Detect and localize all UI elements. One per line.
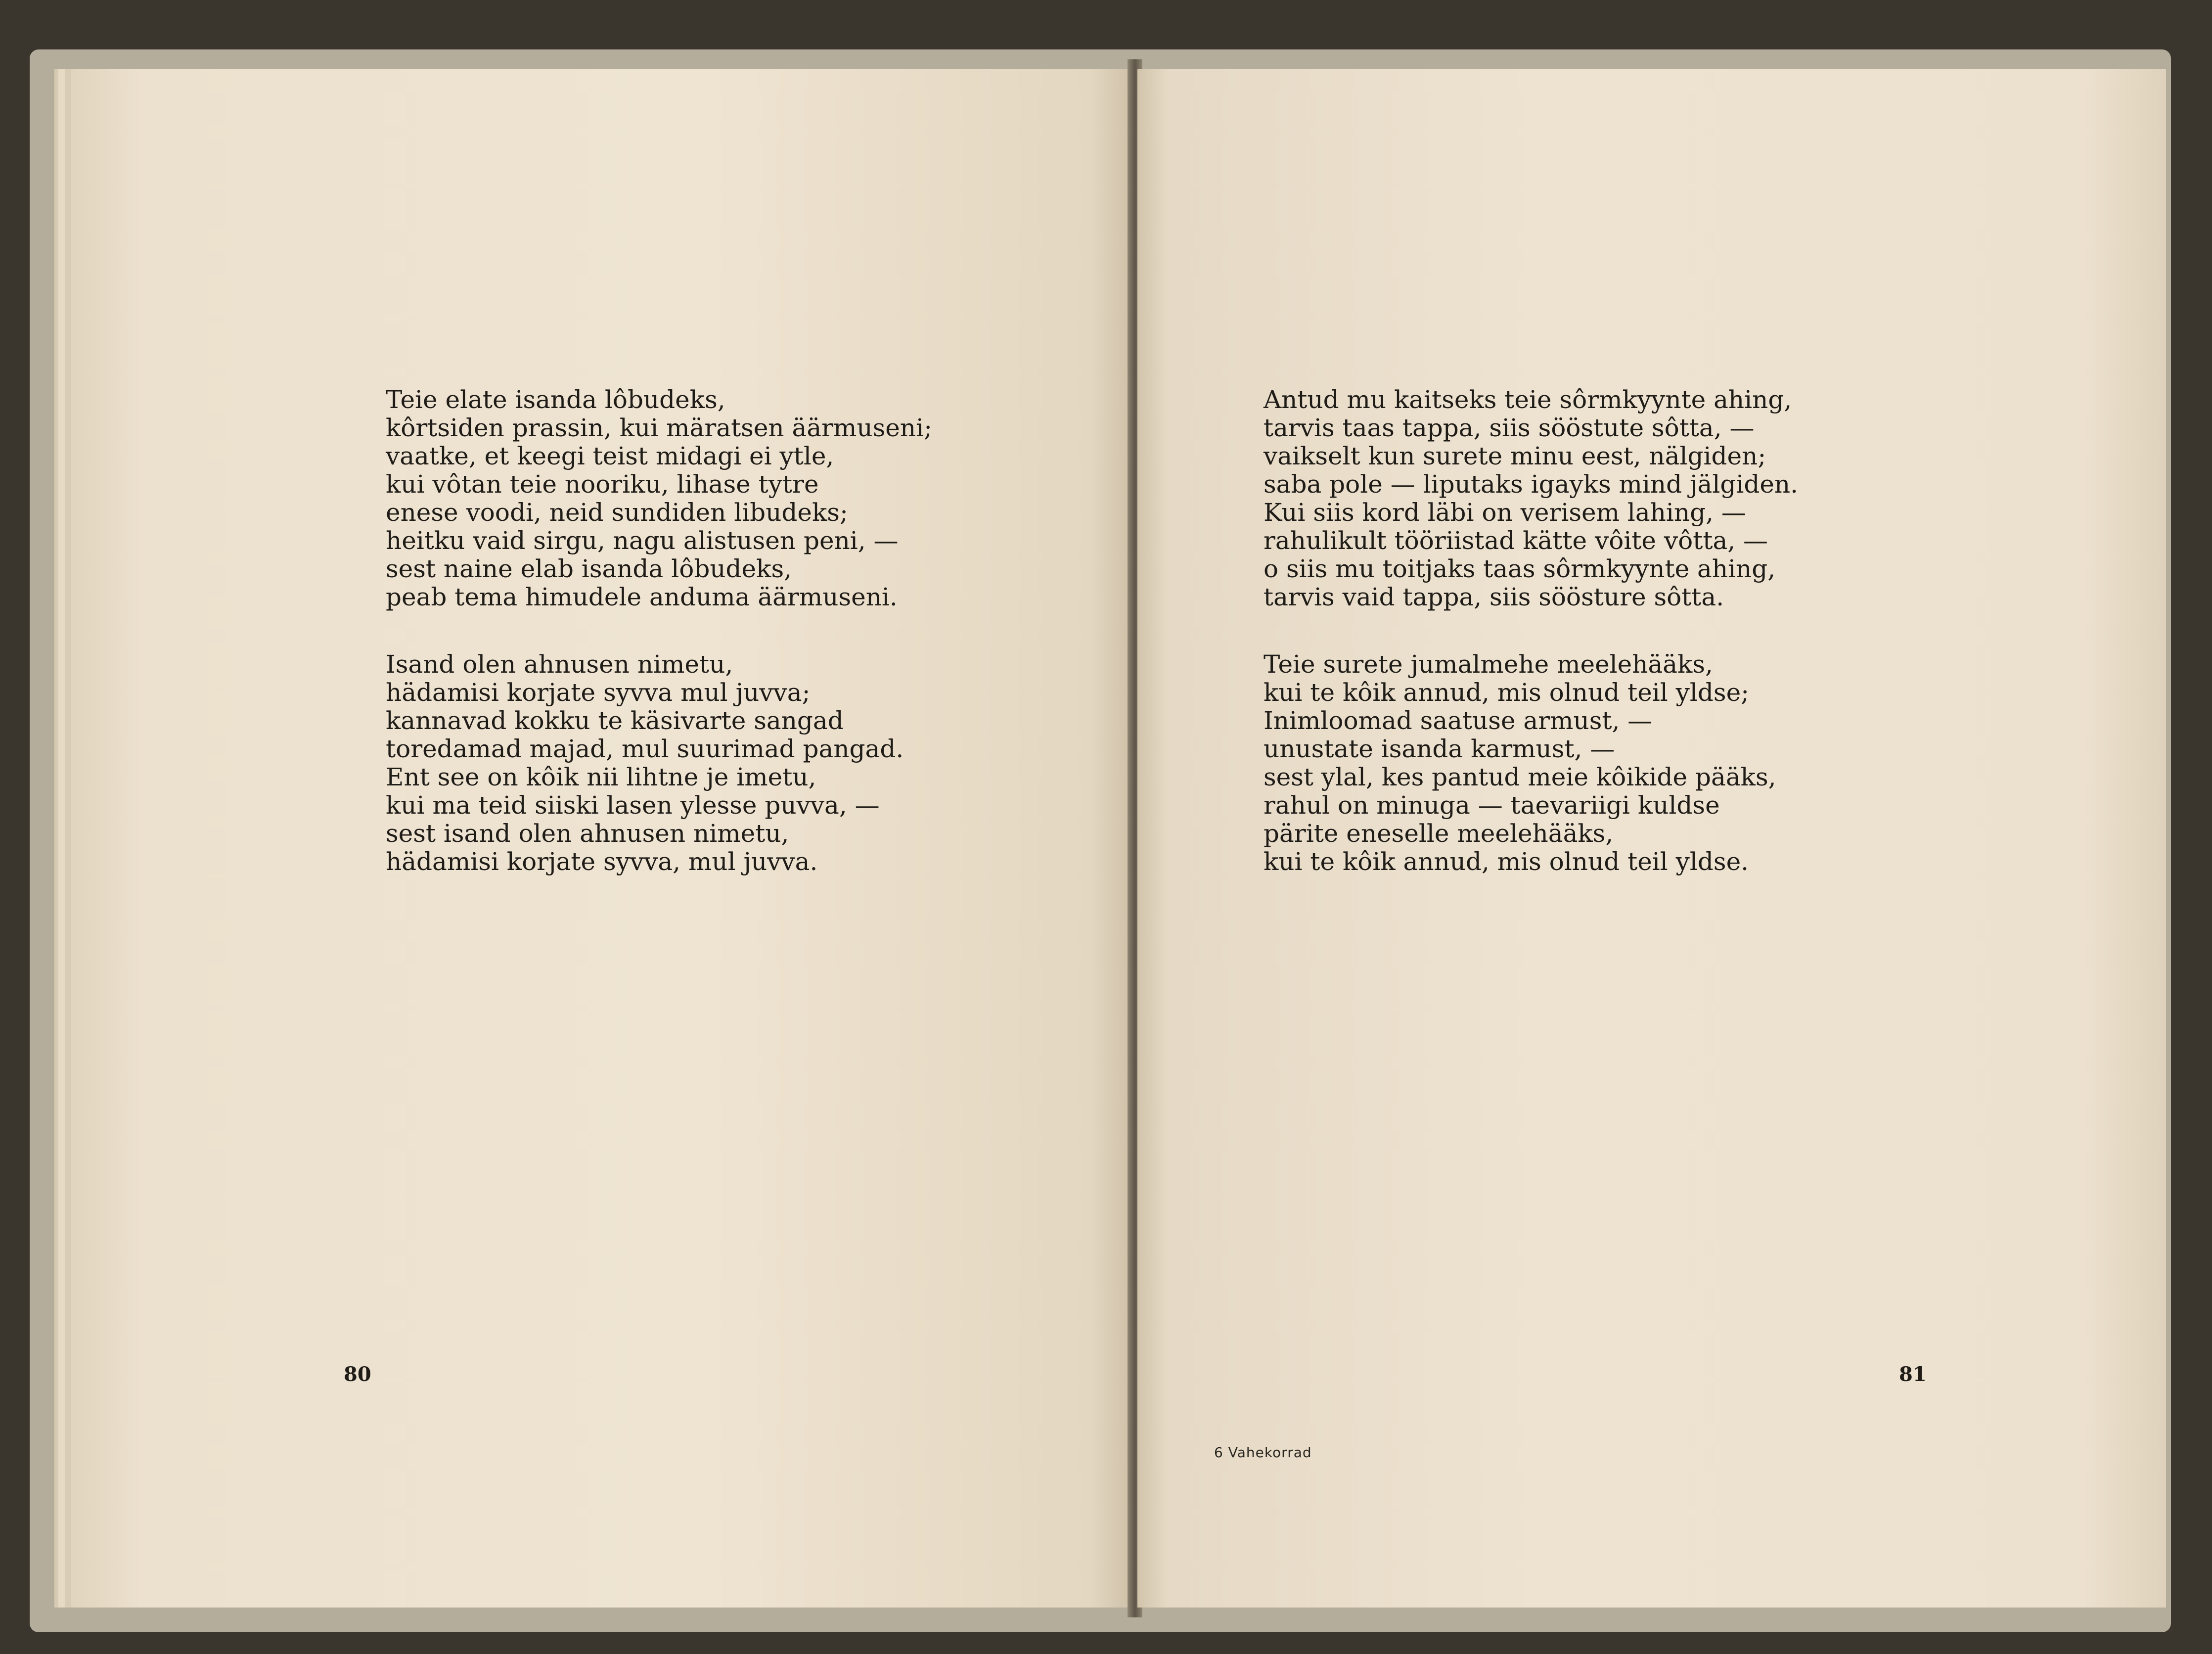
verse-line: kannavad kokku te käsivarte sangad — [386, 706, 844, 735]
verse-line: enese voodi, neid sundiden libudeks; — [386, 498, 848, 527]
verse-line: Teie elate isanda lôbudeks, — [386, 385, 725, 414]
page-number: 80 — [344, 1363, 371, 1386]
verse-line: kui vôtan teie nooriku, lihase tytre — [386, 470, 819, 499]
right-stanza-2 — [1264, 650, 1776, 876]
verse-line: o siis mu toitjaks taas sôrmkyynte ahing, — [1264, 554, 1776, 583]
verse-line: rahul on minuga — taevariigi kuldse — [1264, 791, 1720, 820]
verse-line: Teie surete jumalmehe meelehääks, — [1264, 650, 1713, 679]
right-stanza-1 — [1264, 386, 1798, 611]
verse-line: sest naine elab isanda lôbudeks, — [386, 554, 792, 583]
printer-signature-mark: 6 Vahekorrad — [1214, 1444, 1312, 1461]
show-through-text — [1523, 940, 1530, 965]
verse-line: Inimloomad saatuse armust, — — [1264, 706, 1653, 735]
verse-line: pärite eneselle meelehääks, — [1264, 819, 1614, 848]
left-stanza-2 — [386, 650, 903, 876]
verse-line: Ent see on kôik nii lihtne je imetu, — [386, 763, 816, 791]
verse-line: heitku vaid sirgu, nagu alistusen peni, — — [386, 526, 899, 555]
left-page — [54, 69, 1132, 1608]
page-number: 81 — [1899, 1363, 1927, 1386]
verse-line: tarvis vaid tappa, siis söösture sôtta. — [1264, 583, 1724, 611]
verse-line: kui te kôik annud, mis olnud teil yldse. — [1264, 847, 1749, 876]
verse-line: Isand olen ahnusen nimetu, — [386, 650, 733, 679]
left-stanza-1 — [386, 386, 932, 611]
verse-line: hädamisi korjate syvva mul juvva; — [386, 678, 811, 707]
verse-line: kui te kôik annud, mis olnud teil yldse; — [1264, 678, 1750, 707]
verse-line: vaikselt kun surete minu eest, nälgiden; — [1264, 442, 1766, 470]
verse-line: unustate isanda karmust, — — [1264, 735, 1615, 763]
verse-line: vaatke, et keegi teist midagi ei ytle, — [386, 442, 834, 470]
verse-line: saba pole — liputaks igayks mind jälgiden. — [1264, 470, 1799, 499]
verse-line: rahulikult tööriistad kätte vôite vôtta, — — [1264, 526, 1768, 555]
verse-line: toredamad majad, mul suurimad pangad. — [386, 735, 904, 763]
right-page — [1137, 69, 2166, 1608]
verse-line: Kui siis kord läbi on verisem lahing, — — [1264, 498, 1746, 527]
verse-line: peab tema himudele anduma äärmuseni. — [386, 583, 898, 611]
verse-line: sest isand olen ahnusen nimetu, — [386, 819, 789, 848]
verse-line: hädamisi korjate syvva, mul juvva. — [386, 847, 818, 876]
verse-line: Antud mu kaitseks teie sôrmkyynte ahing, — [1264, 385, 1792, 414]
verse-line: sest ylal, kes pantud meie kôikide pääks, — [1264, 763, 1776, 791]
verse-line: kôrtsiden prassin, kui märatsen äärmuseni; — [386, 414, 932, 442]
verse-line: tarvis taas tappa, siis sööstute sôtta, — — [1264, 414, 1755, 442]
verse-line: kui ma teid siiski lasen ylesse puvva, — — [386, 791, 880, 820]
